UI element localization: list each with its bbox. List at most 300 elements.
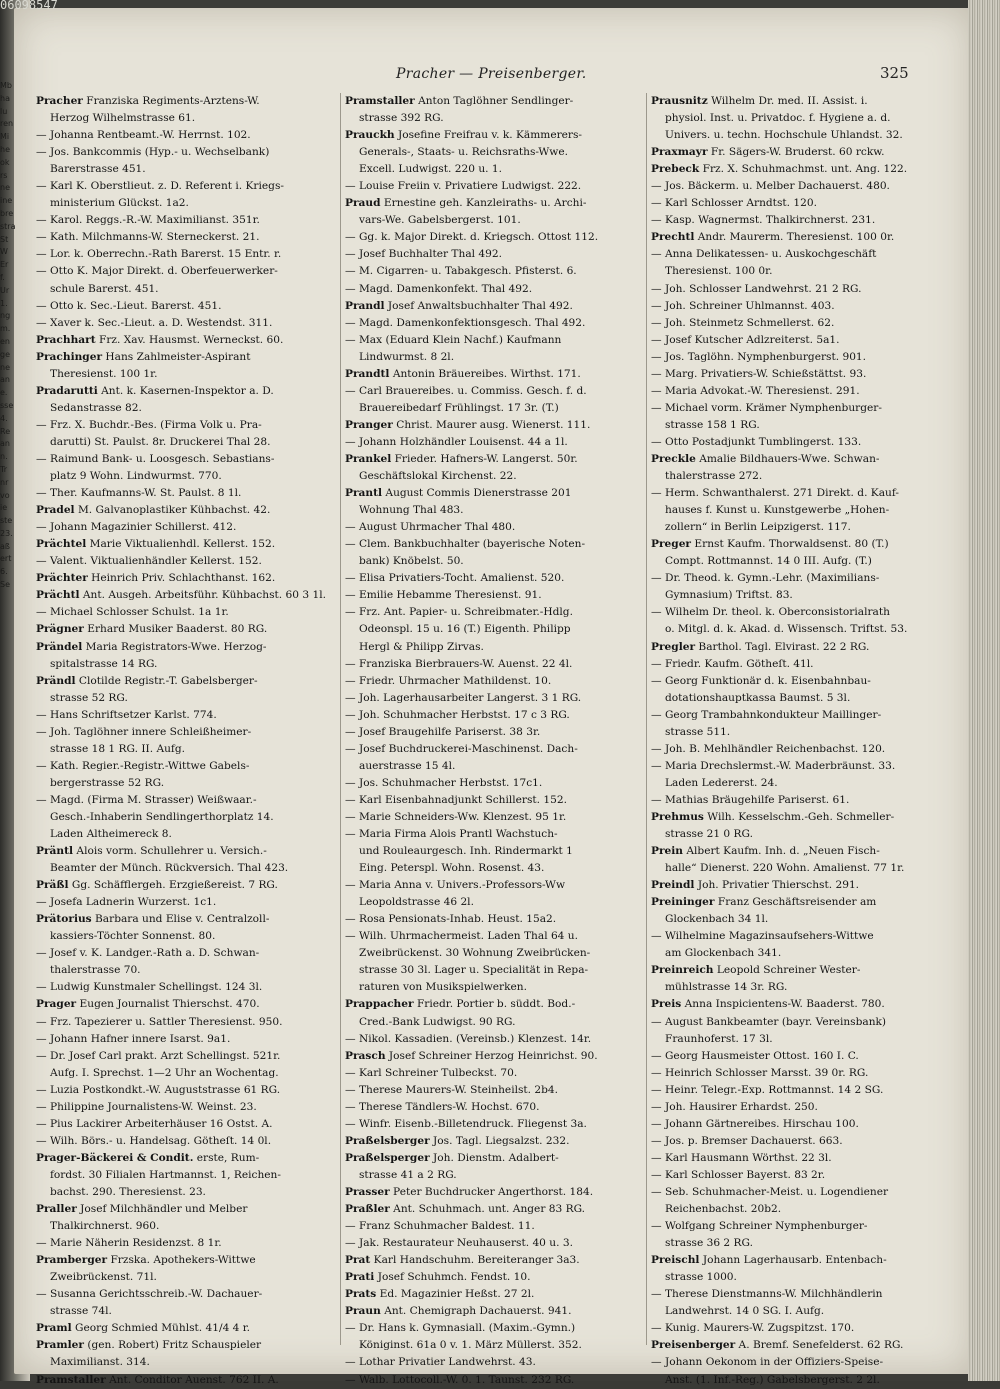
directory-entry-line xyxy=(36,144,330,161)
entry-details: Barthol. Tagl. Elvirast. 22 2 RG. xyxy=(695,640,870,653)
directory-entry-line xyxy=(651,229,923,246)
directory-entry-line xyxy=(36,1082,330,1099)
entry-details: — Joh. B. Mehlhändler Reichenbachst. 120. xyxy=(651,742,886,755)
directory-entry-line xyxy=(651,1235,923,1252)
entry-details: — Wolfgang Schreiner Nymphenburger- xyxy=(651,1220,868,1233)
entry-details: — Heinr. Telegr.-Exp. Rottmannst. 14 2 SG. xyxy=(651,1083,884,1096)
directory-entry-line xyxy=(345,1252,639,1269)
entry-details: Karl Handschuhm. Bereiteranger 3a3. xyxy=(370,1254,580,1267)
directory-entry-line xyxy=(651,1014,923,1031)
directory-entry-line xyxy=(651,366,923,383)
entry-details: — Kunig. Maurers-W. Zugspitzst. 170. xyxy=(651,1322,855,1335)
previous-page-margin-fragments xyxy=(0,80,28,1320)
directory-entry-line xyxy=(36,536,330,553)
directory-entry-line xyxy=(345,1150,639,1167)
directory-entry-line xyxy=(345,195,639,212)
directory-entry-line xyxy=(651,417,923,434)
entry-details: Laden Ledererst. 24. xyxy=(665,776,778,789)
directory-entry-line xyxy=(36,434,330,451)
entry-details: Alois vorm. Schullehrer u. Versich.- xyxy=(73,845,267,858)
directory-entry-line xyxy=(36,1286,330,1303)
entry-details: — Michael Schlosser Schulst. 1a 1r. xyxy=(36,606,229,619)
entry-details: — Therese Maurers-W. Steinheilst. 2b4. xyxy=(345,1083,559,1096)
directory-entry-line xyxy=(651,962,923,979)
entry-details: — Pius Lackirer Arbeiterhäuser 16 Ostst. A. xyxy=(36,1117,273,1130)
entry-details: — Josef Buchdruckerei-Maschinenst. Dach- xyxy=(345,742,578,755)
entry-details: Joh. Dienstm. Adalbert- xyxy=(429,1151,559,1164)
directory-entry-line xyxy=(345,690,639,707)
margin-fragment: he xyxy=(0,144,10,154)
directory-entry-line xyxy=(36,979,330,996)
margin-fragment: Mi xyxy=(0,132,10,142)
entry-details: Generals-, Staats- u. Reichsraths-Wwe. xyxy=(359,146,569,159)
entry-surname: Prachhart xyxy=(36,333,96,346)
entry-details: Anna Inspicientens-W. Baaderst. 780. xyxy=(681,998,885,1011)
entry-details: Zweibrückenst. 71l. xyxy=(50,1271,157,1284)
entry-details: — Susanna Gerichtsschreib.-W. Dachauer- xyxy=(36,1288,263,1301)
entry-details: Franziska Regiments-Arztens-W. xyxy=(82,95,260,107)
entry-surname: Praller xyxy=(36,1203,77,1216)
directory-entry-line xyxy=(651,928,923,945)
entry-surname: Praßler xyxy=(345,1203,390,1216)
entry-details: Frieder. Hafners-W. Langerst. 50r. xyxy=(391,452,578,465)
entry-surname: Prächtl xyxy=(36,589,80,602)
entry-details: — Wilhelm Dr. theol. k. Oberconsistorialrath xyxy=(651,606,890,619)
entry-details: vars-We. Gabelsbergerst. 101. xyxy=(359,214,521,227)
directory-entry-line xyxy=(36,93,330,110)
directory-entry-line xyxy=(345,1286,639,1303)
entry-surname: Prager xyxy=(36,998,77,1011)
directory-entry-line xyxy=(651,127,923,144)
directory-entry-line xyxy=(345,843,639,860)
directory-entry-line xyxy=(651,1082,923,1099)
directory-entry-line xyxy=(651,281,923,298)
entry-details: Leopoldstrasse 46 2l. xyxy=(359,896,474,909)
directory-entry-line xyxy=(36,485,330,502)
directory-entry-line xyxy=(345,1337,639,1354)
entry-details: — Johanna Rentbeamt.-W. Herrnst. 102. xyxy=(36,129,251,142)
entry-details: Compt. Rottmannst. 14 0 III. Aufg. (T.) xyxy=(665,555,872,568)
directory-entry-line xyxy=(36,911,330,928)
entry-surname: Prandtl xyxy=(345,367,390,380)
entry-surname: Prändl xyxy=(36,674,76,687)
directory-entry-line xyxy=(651,639,923,656)
entry-details: und Rouleaurgesch. Inh. Rindermarkt 1 xyxy=(359,845,573,858)
entry-surname: Prauckh xyxy=(345,129,395,142)
directory-entry-line xyxy=(651,775,923,792)
entry-details: Wilhelm Dr. med. II. Assist. i. xyxy=(707,95,868,107)
entry-details: — Frz. Ant. Papier- u. Schreibmater.-Hdlg. xyxy=(345,606,573,619)
entry-details: Frzska. Apothekers-Wittwe xyxy=(107,1254,256,1267)
directory-entry-line xyxy=(36,1337,330,1354)
entry-details: — Otto Postadjunkt Tumblingerst. 133. xyxy=(651,435,862,448)
entry-details: physiol. Inst. u. Privatdoc. f. Hygiene a. d. xyxy=(665,112,891,125)
directory-entry-line xyxy=(36,1014,330,1031)
entry-details: — Raimund Bank- u. Loosgesch. Sebastians- xyxy=(36,452,275,465)
entry-details: strasse 21 0 RG. xyxy=(665,828,753,841)
entry-details: Theresienst. 100 1r. xyxy=(50,367,158,380)
entry-details: Ant. Conditor Auenst. 762 II. A. xyxy=(105,1373,279,1386)
directory-entry-line xyxy=(345,263,639,280)
directory-entry-line xyxy=(36,246,330,263)
directory-column-3 xyxy=(646,93,923,1386)
entry-details: — Max (Eduard Klein Nachf.) Kaufmann xyxy=(345,333,562,346)
directory-entry-line xyxy=(36,1116,330,1133)
entry-details: Theresienst. 100 0r. xyxy=(665,265,773,278)
directory-entry-line xyxy=(651,212,923,229)
entry-details: Maximilianst. 314. xyxy=(50,1356,150,1369)
directory-entry-line xyxy=(36,1201,330,1218)
directory-entry-line xyxy=(36,1252,330,1269)
entry-details: Herzog Wilhelmstrasse 61. xyxy=(50,112,196,125)
entry-details: Fr. Sägers-W. Bruderst. 60 rckw. xyxy=(707,146,885,159)
directory-entry-line xyxy=(345,417,639,434)
directory-entry-line xyxy=(36,281,330,298)
directory-entry-line xyxy=(651,979,923,996)
entry-details: Gesch.-Inhaberin Sendlingerthorplatz 14. xyxy=(50,810,274,823)
directory-entry-line xyxy=(651,1354,923,1371)
entry-surname: Pramler xyxy=(36,1339,84,1352)
directory-entry-line xyxy=(651,877,923,894)
entry-details: — Joh. Hausirer Erhardst. 250. xyxy=(651,1100,818,1113)
directory-entry-line xyxy=(651,1303,923,1320)
directory-entry-line xyxy=(651,332,923,349)
entry-surname: Prankel xyxy=(345,452,392,465)
directory-entry-line xyxy=(36,468,330,485)
book-page-edges-right xyxy=(968,0,1000,1381)
directory-entry-line xyxy=(651,1031,923,1048)
entry-details: strasse 52 RG. xyxy=(50,691,128,704)
entry-details: — Ludwig Kunstmaler Schellingst. 124 3l. xyxy=(36,981,263,994)
directory-entry-line xyxy=(36,1184,330,1201)
directory-entry-line xyxy=(651,673,923,690)
entry-details: Friedr. Portier b. süddt. Bod.- xyxy=(413,998,576,1011)
directory-entry-line xyxy=(345,1099,639,1116)
directory-entry-line xyxy=(345,298,639,315)
directory-entry-line xyxy=(36,263,330,280)
entry-details: Christ. Maurer ausg. Wienerst. 111. xyxy=(392,418,591,431)
margin-fragment: Tr xyxy=(0,464,7,474)
directory-entry-line xyxy=(345,485,639,502)
directory-entry-line xyxy=(36,1065,330,1082)
entry-details: Frz. Xav. Hausmst. Werneckst. 60. xyxy=(95,333,284,346)
entry-details: — Mathias Bräugehilfe Pariserst. 61. xyxy=(651,793,850,806)
entry-details: — Nikol. Kassadien. (Vereinsb.) Klenzest. 14r. xyxy=(345,1032,592,1045)
entry-details: o. Mitgl. d. k. Akad. d. Wissensch. Triftst. 53. xyxy=(665,623,908,636)
directory-entry-line xyxy=(651,1167,923,1184)
entry-details: — Wilh. Börs.- u. Handelsag. Götheſt. 14 0l. xyxy=(36,1134,272,1147)
directory-entry-line xyxy=(651,1337,923,1354)
directory-entry-line xyxy=(36,110,330,127)
entry-details: Albert Kaufm. Inh. d. „Neuen Fisch- xyxy=(683,845,880,858)
directory-entry-line xyxy=(651,1184,923,1201)
entry-details: bachst. 290. Theresienst. 23. xyxy=(50,1186,206,1198)
entry-details: thalerstrasse 70. xyxy=(50,964,141,977)
margin-fragment: aß xyxy=(0,541,10,551)
entry-details: — Jos. Taglöhn. Nymphenburgerst. 901. xyxy=(651,350,867,363)
directory-entry-line xyxy=(36,621,330,638)
entry-details: ministerium Glückst. 1a2. xyxy=(50,197,189,210)
margin-fragment: Ur xyxy=(0,285,10,295)
entry-details: — Carl Brauereibes. u. Commiss. Gesch. f. d. xyxy=(345,384,587,397)
directory-entry-line xyxy=(36,877,330,894)
entry-details: hauses f. Kunst u. Kunstgewerbe „Hohen- xyxy=(665,504,890,517)
entry-details: — Josefa Ladnerin Wurzerst. 1c1. xyxy=(36,896,217,909)
directory-entry-line xyxy=(345,604,639,621)
directory-entry-line xyxy=(36,826,330,843)
directory-entry-line xyxy=(36,195,330,212)
margin-fragment: e. xyxy=(0,388,8,398)
entry-details: — Georg Hausmeister Ottost. 160 I. C. xyxy=(651,1049,859,1062)
entry-details: halle“ Dienerst. 220 Wohn. Amalienst. 77 1r. xyxy=(665,862,905,875)
entry-details: — M. Cigarren- u. Tabakgesch. Pfisterst. 6. xyxy=(345,265,577,278)
entry-details: — Joh. Steinmetz Schmellerst. 62. xyxy=(651,316,835,329)
directory-entry-line xyxy=(651,298,923,315)
directory-entry-line xyxy=(36,519,330,536)
margin-fragment: ine xyxy=(0,196,13,206)
directory-entry-line xyxy=(345,570,639,587)
directory-entry-line xyxy=(36,962,330,979)
entry-details: — Therese Dienstmanns-W. Milchhändlerin xyxy=(651,1288,883,1301)
margin-fragment: rs xyxy=(0,170,8,180)
entry-details: — Josef Kutscher Adlzreiterst. 5a1. xyxy=(651,333,840,346)
entry-details: — Heinrich Schlosser Marsst. 39 0r. RG. xyxy=(651,1066,869,1079)
directory-entry-line xyxy=(345,1082,639,1099)
entry-details: — Clem. Bankbuchhalter (bayerische Noten- xyxy=(345,538,586,551)
margin-fragment: 23. xyxy=(0,528,13,538)
entry-surname: Praßelsberger xyxy=(345,1134,430,1147)
entry-details: — Marg. Privatiers-W. Schießstättst. 93. xyxy=(651,367,867,380)
entry-details: Ernestine geh. Kanzleiraths- u. Archi- xyxy=(380,197,587,210)
directory-entry-line xyxy=(36,451,330,468)
entry-details: — Josef v. K. Landger.-Rath a. D. Schwan- xyxy=(36,947,260,960)
entry-details: strasse 1000. xyxy=(665,1271,737,1284)
entry-details: — Kath. Milchmanns-W. Sterneckerst. 21. xyxy=(36,231,260,244)
entry-details: — Friedr. Kaufm. Götheſt. 41l. xyxy=(651,657,814,670)
margin-fragment: nr xyxy=(0,477,9,487)
entry-details: — Georg Trambahnkondukteur Maillinger- xyxy=(651,708,882,721)
entry-details: darutti) St. Paulst. 8r. Druckerei Thal 28. xyxy=(50,435,271,448)
directory-entry-line xyxy=(36,587,330,604)
entry-details: am Glockenbach 341. xyxy=(665,947,782,960)
directory-entry-line xyxy=(36,809,330,826)
directory-entry-line xyxy=(345,707,639,724)
entry-details: — Jak. Restaurateur Neuhauserst. 40 u. 3. xyxy=(345,1237,573,1250)
entry-details: Josef Milchhändler und Melber xyxy=(76,1203,248,1216)
directory-entry-line xyxy=(651,707,923,724)
entry-surname: Prändel xyxy=(36,640,83,653)
entry-details: spitalstrasse 14 RG. xyxy=(50,657,158,670)
directory-entry-line xyxy=(345,1167,639,1184)
margin-fragment: ha xyxy=(0,93,10,103)
directory-entry-line xyxy=(36,690,330,707)
directory-entry-line xyxy=(651,656,923,673)
entry-details: Georg Schmied Mühlst. 41/4 4 r. xyxy=(71,1322,251,1335)
entry-details: Brauereibedarf Frühlingst. 17 3r. (T.) xyxy=(359,401,559,414)
entry-details: bergerstrasse 52 RG. xyxy=(50,776,165,789)
entry-surname: Pranger xyxy=(345,418,393,431)
entry-details: kassiers-Töchter Sonnenst. 80. xyxy=(50,930,216,943)
directory-entry-line xyxy=(36,673,330,690)
directory-entry-line xyxy=(36,1167,330,1184)
entry-details: Ernst Kaufm. Thorwaldsenst. 80 (T.) xyxy=(691,538,889,551)
margin-fragment: ne xyxy=(0,183,10,193)
entry-details: — Jos. p. Bremser Dachauerst. 663. xyxy=(651,1134,843,1147)
directory-entry-line xyxy=(36,553,330,570)
directory-entry-line xyxy=(651,860,923,877)
margin-fragment: Mb xyxy=(0,81,12,90)
directory-entry-line xyxy=(345,962,639,979)
directory-entry-line xyxy=(36,1048,330,1065)
directory-entry-line xyxy=(651,315,923,332)
directory-entry-line xyxy=(651,894,923,911)
entry-details: — Michael vorm. Krämer Nymphenburger- xyxy=(651,401,882,414)
entry-details: Ed. Magazinier Heßst. 27 2l. xyxy=(376,1288,535,1301)
directory-entry-line xyxy=(36,843,330,860)
directory-entry-line xyxy=(651,502,923,519)
margin-fragment: ne xyxy=(0,362,10,372)
directory-entry-line xyxy=(651,553,923,570)
entry-details: — Wilhelmine Magazinsaufsehers-Wittwe xyxy=(651,930,874,943)
entry-details: — Xaver k. Sec.-Lieut. a. D. Westendst. 311. xyxy=(36,316,273,329)
entry-details: Frz. X. Schuhmachmst. unt. Ang. 122. xyxy=(699,163,908,176)
entry-details: M. Galvanoplastiker Kühbachst. 42. xyxy=(74,504,271,517)
margin-fragment: bre xyxy=(0,208,14,218)
entry-details: — Karl Eisenbahnadjunkt Schillerst. 152. xyxy=(345,793,568,806)
margin-fragment: Er xyxy=(0,260,9,270)
directory-entry-line xyxy=(36,1133,330,1150)
directory-entry-line xyxy=(345,639,639,656)
entry-details: — Frz. Tapezierer u. Sattler Theresienst. 950. xyxy=(36,1015,283,1028)
entry-surname: Pramstaller xyxy=(36,1373,106,1386)
entry-surname: Praxmayr xyxy=(651,146,708,159)
entry-details: Josef Schuhmch. Fendst. 10. xyxy=(374,1271,531,1284)
entry-details: Anst. (1. Inf.-Reg.) Gabelsbergerst. 2 2l. xyxy=(665,1373,880,1386)
margin-fragment: n. xyxy=(0,452,8,462)
directory-entry-line xyxy=(345,1116,639,1133)
entry-surname: Prantl xyxy=(345,487,383,500)
entry-details: — Karl Schlosser Arndtst. 120. xyxy=(651,197,817,210)
directory-entry-line xyxy=(345,383,639,400)
entry-details: — Karl K. Oberstlieut. z. D. Referent i. Kriegs- xyxy=(36,180,284,193)
entry-details: Marie Viktualienhdl. Kellerst. 152. xyxy=(86,538,276,551)
entry-details: — Valent. Viktualienhändler Kellerst. 152. xyxy=(36,555,262,568)
directory-entry-line xyxy=(345,587,639,604)
directory-entry-line xyxy=(36,161,330,178)
directory-entry-line xyxy=(36,570,330,587)
entry-surname: Prager-Bäckerei & Condit. xyxy=(36,1151,194,1164)
entry-details: — Johann Gärtnereibes. Hirschau 100. xyxy=(651,1117,859,1130)
entry-details: — Seb. Schuhmacher-Meist. u. Logendiener xyxy=(651,1186,889,1198)
entry-details: strasse 41 a 2 RG. xyxy=(359,1168,457,1181)
directory-entry-line xyxy=(345,366,639,383)
entry-details: August Commis Dienerstrasse 201 xyxy=(382,487,572,500)
entry-details: Hans Zahlmeister-Aspirant xyxy=(102,350,251,363)
entry-surname: Pramberger xyxy=(36,1254,108,1267)
directory-entry-line xyxy=(651,621,923,638)
entry-details: — Ther. Kaufmanns-W. St. Paulst. 8 1l. xyxy=(36,487,242,500)
directory-entry-line xyxy=(651,178,923,195)
entry-details: Hergl & Philipp Zirvas. xyxy=(359,640,484,653)
entry-surname: Prechtl xyxy=(651,231,695,244)
directory-column-1 xyxy=(36,93,330,1386)
directory-entry-line xyxy=(345,246,639,263)
directory-entry-line xyxy=(345,809,639,826)
directory-entry-line xyxy=(36,775,330,792)
margin-fragment: Se xyxy=(0,580,10,590)
directory-entry-line xyxy=(651,349,923,366)
directory-entry-line xyxy=(345,161,639,178)
directory-entry-line xyxy=(345,93,639,110)
margin-fragment: lu xyxy=(0,106,8,116)
entry-details: strasse 36 2 RG. xyxy=(665,1237,753,1250)
entry-details: — Maria Drechslermst.-W. Maderbräunst. 33. xyxy=(651,759,896,772)
entry-details: Wilh. Kesselschm.-Geh. Schmeller- xyxy=(703,810,895,823)
directory-entry-line xyxy=(345,656,639,673)
entry-details: — Emilie Hebamme Theresienst. 91. xyxy=(345,589,542,602)
entry-details: — Gg. k. Major Direkt. d. Kriegsch. Ottost 112. xyxy=(345,231,599,244)
margin-fragment: f. xyxy=(0,272,5,282)
directory-entry-line xyxy=(345,519,639,536)
entry-details: — Marie Schneiders-Ww. Klenzest. 95 1r. xyxy=(345,810,567,823)
entry-details: Franz Geschäftsreisender am xyxy=(714,896,877,909)
margin-fragment: Re xyxy=(0,426,11,436)
directory-entry-line xyxy=(36,741,330,758)
directory-entry-line xyxy=(651,1116,923,1133)
margin-fragment: vo xyxy=(0,490,10,500)
entry-details: — Dr. Theod. k. Gymn.-Lehr. (Maximilians- xyxy=(651,572,880,585)
entry-details: — Johann Holzhändler Louisenst. 44 a 1l. xyxy=(345,435,568,448)
entry-surname: Prandl xyxy=(345,299,385,312)
directory-entry-line xyxy=(345,127,639,144)
entry-details: — Karl Hausmann Wörthst. 22 3l. xyxy=(651,1151,832,1164)
directory-entry-line xyxy=(651,519,923,536)
margin-fragment: an xyxy=(0,439,10,449)
directory-entry-line xyxy=(345,724,639,741)
entry-details: strasse 392 RG. xyxy=(359,112,444,125)
directory-entry-line xyxy=(651,1133,923,1150)
directory-entry-line xyxy=(36,366,330,383)
directory-entry-line xyxy=(36,894,330,911)
entry-details: Erhard Musiker Baaderst. 80 RG. xyxy=(83,623,268,636)
directory-entry-line xyxy=(651,451,923,468)
directory-entry-line xyxy=(651,161,923,178)
entry-details: — Frz. X. Buchdr.-Bes. (Firma Volk u. Pra- xyxy=(36,418,262,431)
entry-details: — Maria Advokat.-W. Theresienst. 291. xyxy=(651,384,860,397)
margin-fragment: ste xyxy=(0,516,13,526)
directory-entry-line xyxy=(651,246,923,263)
entry-details: Gymnasium) Triftst. 83. xyxy=(665,589,793,602)
directory-entry-line xyxy=(345,673,639,690)
entry-details: — August Bankbeamter (bayr. Vereinsbank) xyxy=(651,1015,887,1028)
directory-entry-line xyxy=(345,553,639,570)
scan-identifier: 06098547 xyxy=(0,0,58,12)
directory-entry-line xyxy=(345,1372,639,1389)
directory-entry-line xyxy=(345,860,639,877)
directory-entry-line xyxy=(651,792,923,809)
entry-details: — Magd. (Firma M. Strasser) Weißwaar.- xyxy=(36,793,257,806)
directory-column-2 xyxy=(340,93,639,1386)
directory-entry-line xyxy=(651,809,923,826)
directory-entry-line xyxy=(36,298,330,315)
directory-entry-line xyxy=(36,229,330,246)
entry-details: Univers. u. techn. Hochschule Uhlandst. 32. xyxy=(665,129,903,142)
directory-entry-line xyxy=(345,996,639,1013)
entry-surname: Prats xyxy=(345,1288,377,1301)
directory-entry-line xyxy=(345,1303,639,1320)
entry-details: — Karl Schlosser Bayerst. 83 2r. xyxy=(651,1168,826,1181)
directory-entry-line xyxy=(345,741,639,758)
